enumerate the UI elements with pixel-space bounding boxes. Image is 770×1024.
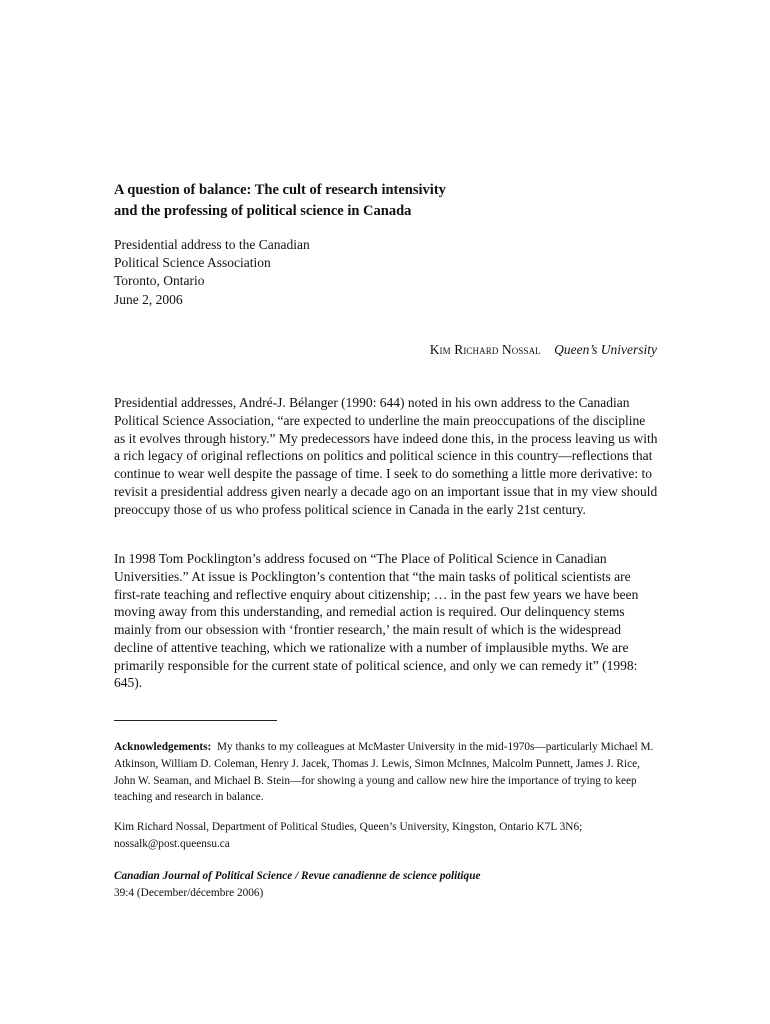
article-title — [114, 180, 674, 222]
address-line: June 2, 2006 — [114, 291, 183, 307]
acknowledgements-text: My thanks to my colleagues at McMaster University in the mid-1970s—particularly Michael M. Atkinson, William D. Coleman, Henry J. Jacek, Thomas J. Lewis, Simon McInnes, Malcolm Punnett, James J. Rice, John W. Seaman, and Michael B. Stein—for showing a young and callow new hire the importance of trying to keep teaching and research in balance. — [114, 741, 654, 804]
journal-citation — [114, 868, 660, 902]
address-line: Political Science Association — [114, 255, 271, 271]
acknowledgements-label: Acknowledgements: — [114, 741, 212, 753]
author-name: Kim Richard Nossal — [429, 342, 541, 357]
body-paragraph: Presidential addresses, André-J. Bélanger (1990: 644) noted in his own address to the Canadian Political Science Association, “are expected to underline the main preoccupations of the discipline as it evolves through history.” My predecessors have indeed done this, in the process leaving us with a rich legacy of original reflections on politics and political science in this country—reflections that continue to wear well despite the passage of time. I seek to do something a little more derivative: to revisit a presidential address given nearly a decade ago on an important issue that in my view should preoccupy those of us who profess political science in Canada in the early 21st century. — [114, 395, 658, 517]
acknowledgements-note — [114, 739, 660, 806]
author-line — [430, 342, 657, 358]
footnote-divider — [114, 720, 277, 721]
author-contact: Kim Richard Nossal, Department of Political Studies, Queen’s University, Kingston, Ontario K7L 3N6; nossalk@post.queensu.ca — [114, 821, 583, 850]
address-line: Toronto, Ontario — [114, 273, 205, 289]
body-paragraph: In 1998 Tom Pocklington’s address focused on “The Place of Political Science in Canadian Universities.” At issue is Pocklington’s contention that “the main tasks of political scientists are first-rate teaching and reflective enquiry about citizenship; … in the past few years we have been moving away from this understanding, and remedial action is required. Our delinquency stems mainly from our obsession with ‘frontier research,’ the main result of which is the widespread decline of attentive teaching, which we rationalize with a number of implausible myths. We are primarily responsible for the current state of political science, and only we can remedy it” (1998: 645). — [114, 551, 639, 691]
author-affiliation: Queen’s University — [554, 342, 657, 357]
journal-name: Canadian Journal of Political Science / Revue canadienne de science politique — [114, 870, 481, 882]
title-line-1: A question of balance: The cult of research intensivity — [114, 182, 446, 198]
journal-issue: 39:4 (December/décembre 2006) — [114, 886, 264, 899]
title-line-2: and the professing of political science in Canada — [114, 203, 412, 219]
address-line: Presidential address to the Canadian — [114, 237, 310, 252]
address-block — [114, 236, 514, 309]
